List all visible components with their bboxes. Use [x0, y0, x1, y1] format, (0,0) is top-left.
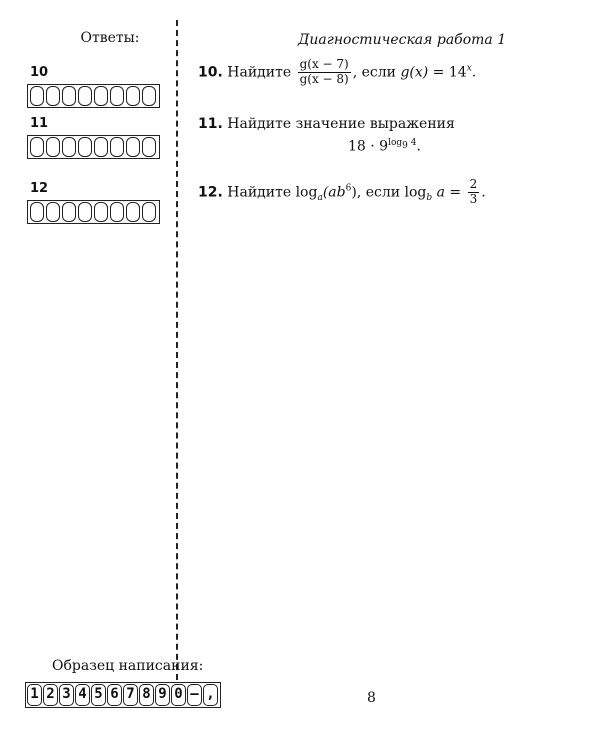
answer-cell[interactable] — [126, 86, 140, 106]
sample-char: 0 — [171, 684, 186, 706]
work-title: Диагностическая работа 1 — [298, 32, 507, 48]
answer-cells-11[interactable] — [27, 135, 160, 159]
task-10-cond-exp: x — [466, 63, 472, 74]
answer-cell[interactable] — [142, 86, 156, 106]
answers-title: Ответы: — [80, 30, 140, 46]
page-number: 8 — [367, 690, 376, 706]
answer-cell[interactable] — [110, 137, 124, 157]
answer-cell[interactable] — [30, 86, 44, 106]
fraction-denominator: g(x − 8) — [299, 71, 349, 86]
task-11 — [198, 116, 455, 132]
answer-cells-10[interactable] — [27, 84, 160, 108]
task-10-lead: Найдите — [227, 64, 292, 81]
answer-cell[interactable] — [46, 202, 60, 222]
fraction-numerator: 2 — [469, 177, 478, 191]
sample-char: 9 — [155, 684, 170, 706]
answer-cell[interactable] — [30, 137, 44, 157]
dashed-divider — [176, 20, 178, 690]
task-12-arg-close: ) — [351, 184, 357, 201]
answer-cell[interactable] — [126, 202, 140, 222]
answer-label-12: 12 — [30, 181, 49, 196]
expr-exp-tail: 4 — [407, 138, 417, 148]
sample-char: 6 — [107, 684, 122, 706]
answer-cell[interactable] — [78, 86, 92, 106]
task-11-number: 11. — [198, 116, 223, 132]
answer-cell[interactable] — [94, 86, 108, 106]
answer-cell[interactable] — [110, 86, 124, 106]
answer-cell[interactable] — [78, 137, 92, 157]
task-12-fraction — [468, 178, 480, 207]
sample-char: , — [203, 684, 218, 706]
answer-cell[interactable] — [62, 202, 76, 222]
sample-label: Образец написания: — [52, 658, 204, 674]
task-10-cond-eq: = 14 — [428, 64, 467, 81]
answer-cell[interactable] — [126, 137, 140, 157]
sample-digits — [25, 682, 221, 708]
task-12-arg: (ab — [322, 184, 346, 201]
answer-cell[interactable] — [46, 137, 60, 157]
sample-char: 5 — [91, 684, 106, 706]
task-12-arg-exp: 6 — [345, 183, 352, 194]
answer-cell[interactable] — [46, 86, 60, 106]
task-10-number: 10. — [198, 64, 223, 81]
sample-char: 7 — [123, 684, 138, 706]
answer-cell[interactable] — [62, 86, 76, 106]
task-12-cond-eq: = — [444, 184, 462, 201]
fraction-denominator: 3 — [469, 191, 478, 206]
answer-cell[interactable] — [94, 202, 108, 222]
answer-cell[interactable] — [30, 202, 44, 222]
sample-char: – — [187, 684, 202, 706]
sample-char: 3 — [59, 684, 74, 706]
sample-char: 2 — [43, 684, 58, 706]
answer-cells-12[interactable] — [27, 200, 160, 224]
answer-label-11: 11 — [30, 116, 49, 131]
answer-cell[interactable] — [94, 137, 108, 157]
task-10-cond-fn: g(x) — [400, 64, 429, 81]
task-12 — [198, 178, 486, 207]
fraction-numerator: g(x − 7) — [299, 57, 349, 71]
answer-cell[interactable] — [62, 137, 76, 157]
task-12-cond-var: a — [432, 184, 445, 201]
sample-char: 4 — [75, 684, 90, 706]
expr-exp: log — [388, 138, 403, 148]
task-10-end: . — [471, 64, 477, 81]
expr-base: 18 · 9 — [348, 138, 389, 155]
task-10 — [198, 58, 476, 87]
answer-cell[interactable] — [110, 202, 124, 222]
answer-cell[interactable] — [78, 202, 92, 222]
task-11-end: . — [416, 138, 421, 155]
answer-cell[interactable] — [142, 137, 156, 157]
task-12-log-sub: a — [317, 193, 323, 204]
answer-cell[interactable] — [142, 202, 156, 222]
task-11-expression — [348, 138, 421, 155]
task-12-end: . — [481, 184, 486, 201]
task-12-cond-sub: b — [426, 193, 433, 204]
expr-exp-sub: 9 — [402, 140, 408, 151]
sample-char: 1 — [27, 684, 42, 706]
task-12-number: 12. — [198, 184, 223, 201]
task-12-lead: Найдите log — [227, 184, 318, 201]
answer-label-10: 10 — [30, 65, 49, 80]
task-10-cond-prefix: , если — [352, 64, 396, 81]
task-11-lead: Найдите значение выражения — [227, 116, 455, 132]
sample-char: 8 — [139, 684, 154, 706]
task-12-cond-prefix: , если log — [356, 184, 427, 201]
task-10-fraction — [298, 58, 351, 87]
